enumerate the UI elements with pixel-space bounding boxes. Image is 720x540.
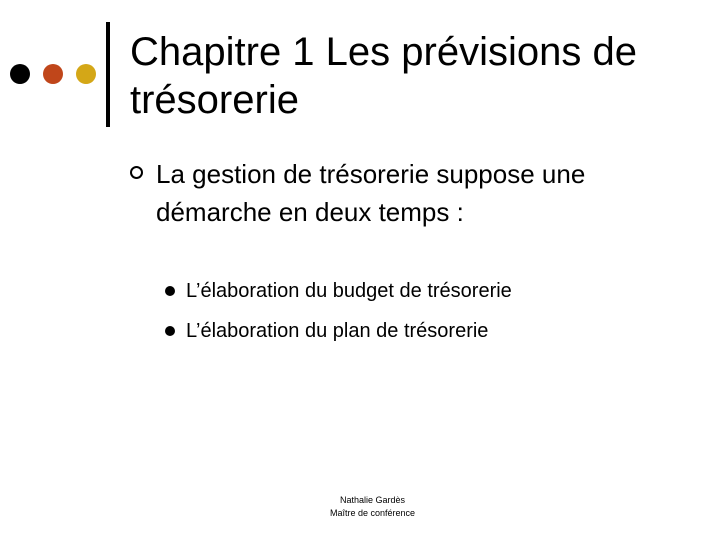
sub-bullet-item	[165, 312, 685, 350]
gold-dot-icon	[76, 64, 96, 84]
main-bullet	[130, 155, 670, 231]
title-divider	[106, 22, 110, 127]
black-dot-icon	[10, 64, 30, 84]
sub-bullet-item	[165, 272, 685, 310]
decorative-dots	[10, 64, 96, 84]
slide-title: Chapitre 1 Les prévisions de trésorerie	[130, 30, 637, 122]
footer-role: Maître de conférence	[329, 508, 416, 518]
filled-circle-bullet-icon	[165, 286, 175, 296]
sub-bullet-text: L’élaboration du plan de trésorerie	[186, 320, 489, 342]
filled-circle-bullet-icon	[165, 326, 175, 336]
sub-bullet-text: L’élaboration du budget de trésorerie	[186, 280, 512, 302]
red-dot-icon	[43, 64, 63, 84]
hollow-circle-bullet-icon	[130, 166, 143, 179]
sub-bullet-list	[165, 272, 685, 352]
footer-author: Nathalie Gardès	[339, 495, 406, 505]
main-bullet-text: La gestion de trésorerie suppose une démarche en deux temps :	[156, 159, 586, 227]
slide-footer	[260, 494, 485, 520]
